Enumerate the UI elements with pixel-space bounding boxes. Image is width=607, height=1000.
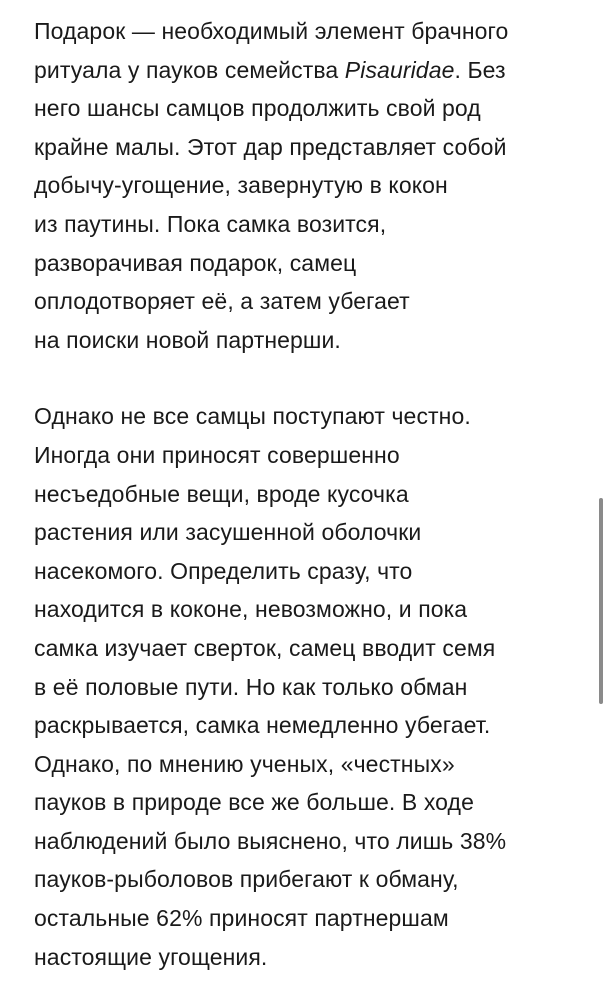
text-line: добычу-угощение, завернутую в кокон xyxy=(34,172,448,199)
text-line: насекомого. Определить сразу, что xyxy=(34,557,413,584)
species-name: Pisauridae xyxy=(344,56,455,83)
text-line: самка изучает сверток, самец вводит семя xyxy=(34,634,496,661)
text-line: на поиски новой партнерши. xyxy=(34,326,341,353)
text-line: оплодотворяет её, а затем убегает xyxy=(34,288,410,315)
paragraph-2 xyxy=(34,397,589,976)
text-line: раскрывается, самка немедленно убегает. xyxy=(34,712,491,739)
text-line: остальные 62% приносят партнершам xyxy=(34,905,449,932)
text-line xyxy=(34,51,589,90)
text-segment: . Без xyxy=(454,56,506,83)
text-line: настоящие угощения. xyxy=(34,943,268,970)
text-segment: ритуала у пауков семейства xyxy=(34,56,345,83)
text-line: Однако не все самцы поступают честно. xyxy=(34,403,471,430)
text-line: пауков-рыболовов прибегают к обману, xyxy=(34,866,459,893)
text-line: Подарок — необходимый элемент брачного xyxy=(34,18,509,44)
paragraph-1 xyxy=(34,0,589,359)
text-line: Иногда они приносят совершенно xyxy=(34,441,400,468)
text-line: Однако, по мнению ученых, «честных» xyxy=(34,750,455,777)
article-body xyxy=(34,0,589,976)
text-line: находится в коконе, невозможно, и пока xyxy=(34,596,468,623)
text-line: несъедобные вещи, вроде кусочка xyxy=(34,480,409,507)
text-line: крайне малы. Этот дар представляет собой xyxy=(34,133,507,160)
text-line: из паутины. Пока самка возится, xyxy=(34,210,387,237)
text-line: пауков в природе все же больше. В ходе xyxy=(34,789,474,816)
text-line: в её половые пути. Но как только обман xyxy=(34,673,468,700)
text-line: него шансы самцов продолжить свой род xyxy=(34,95,481,122)
scrollbar-thumb[interactable] xyxy=(599,498,603,704)
text-line: наблюдений было выяснено, что лишь 38% xyxy=(34,827,507,854)
text-line: растения или засушенной оболочки xyxy=(34,519,422,546)
text-line: разворачивая подарок, самец xyxy=(34,249,357,276)
